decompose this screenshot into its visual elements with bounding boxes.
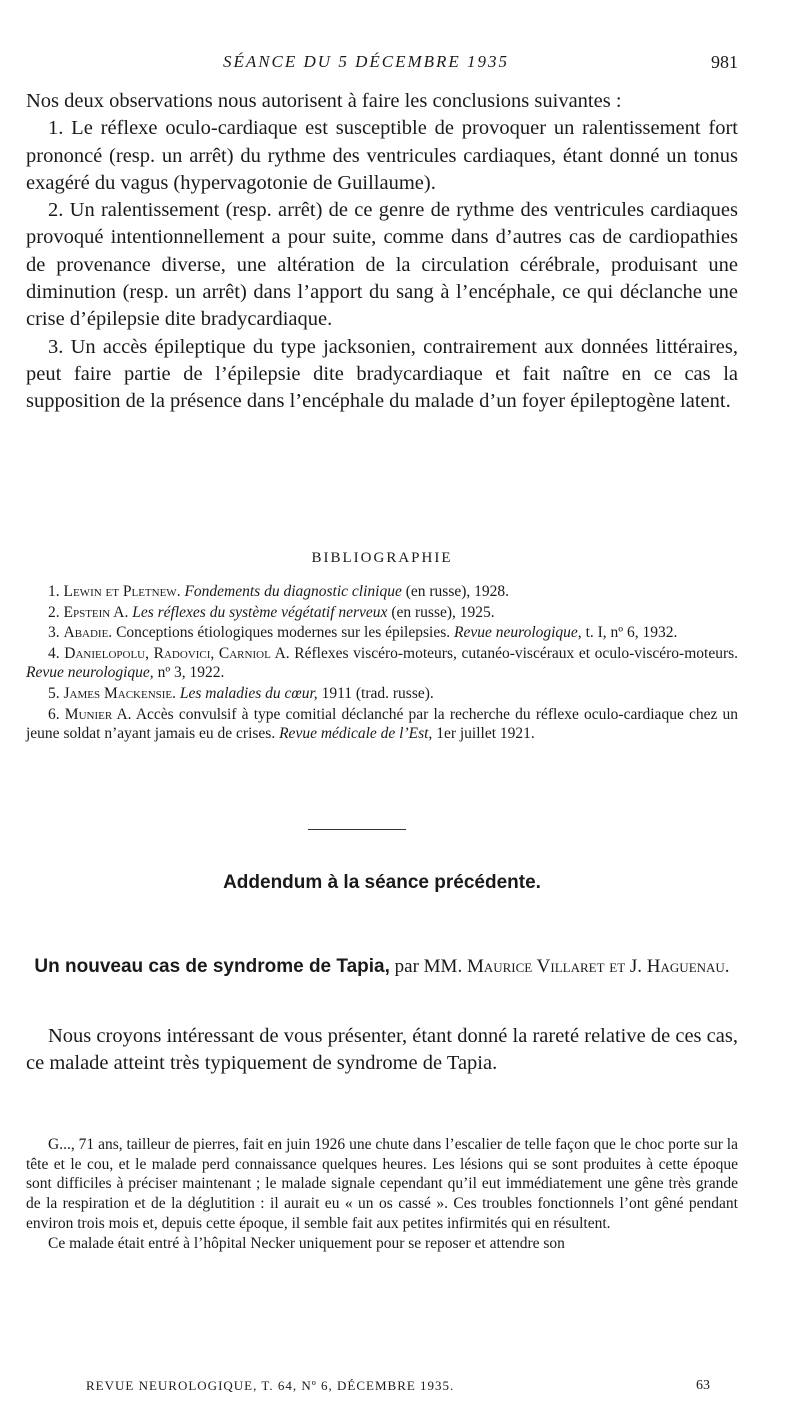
article-byline-prefix: par MM.: [394, 956, 463, 977]
case-paragraph-1: G..., 71 ans, tailleur de pierres, fait en juin 1926 une chute dans l’escalier de telle façon que le choc porte sur la tête et le cou, et le malade perd connaissance quelques heures. Les lésions qui se sont produites à cette époque sont difficiles à préciser maintenant ; le malade signale cependant qu’il eut immédiatement une gêne très grande de la respiration et de la déglutition : il aurait eu « un os cassé ». Ces troubles fonctionnels l’ont gêné pendant environ trois mois et, depuis cette époque, il semble fait aux petites infirmités qui en résultent.: [26, 1136, 738, 1232]
article-title-text: Un nouveau cas de syndrome de Tapia,: [34, 956, 390, 977]
conclusions-section: [26, 88, 738, 416]
bibliography-list: [26, 582, 738, 745]
page: [26, 0, 738, 1407]
ref-title: Les maladies du cœur,: [179, 684, 318, 702]
bibliography-entry: [26, 644, 738, 683]
bibliography-title: BIBLIOGRAPHIE: [311, 550, 453, 566]
ref-article-title: Conceptions étiologiques modernes sur les épilepsies.: [116, 624, 451, 642]
case-paragraph-2: Ce malade était entré à l’hôpital Necker uniquement pour se reposer et attendre son: [48, 1234, 565, 1252]
ref-title: Fondements du diagnostic clinique: [184, 583, 402, 600]
article-title: [26, 954, 738, 980]
signature-mark: 63: [696, 1378, 710, 1393]
conclusions-intro: Nos deux observations nous autorisent à faire les conclusions suivantes :: [26, 90, 622, 112]
ref-authors: Epstein A.: [63, 603, 129, 621]
ref-number: 5.: [48, 684, 60, 702]
ref-number: 6.: [48, 705, 60, 723]
ref-title: Les réflexes du système végétatif nerveux: [132, 603, 388, 621]
ref-number: 2.: [48, 603, 60, 621]
bibliography-entry: [26, 705, 738, 744]
ref-details: 1er juillet 1921.: [436, 725, 535, 743]
ref-details: 1911 (trad. russe).: [321, 684, 434, 702]
page-footer: [26, 1378, 738, 1398]
bibliography-entry: [26, 582, 738, 602]
ref-title: Revue neurologique,: [454, 624, 582, 642]
ref-details: (en russe), 1928.: [405, 583, 510, 600]
addendum-heading: Addendum à la séance précédente.: [223, 872, 541, 893]
page-header: [26, 52, 738, 76]
ref-authors: Munier A.: [64, 705, 132, 723]
conclusion-item-1: 1. Le réflexe oculo-cardiaque est susceptible de provoquer un ralentissement fort prononcé (resp. un arrêt) du rythme des ventricules cardiaques, étant donné un tonus exagéré du vagus (hypervagotonie de Guillaume).: [26, 117, 738, 194]
case-report: [26, 1135, 738, 1253]
ref-authors: Danielopolu, Radovici, Carniol A.: [64, 644, 290, 662]
bibliography-entry: [26, 684, 738, 704]
ref-details: t. I, nº 6, 1932.: [585, 624, 678, 642]
conclusion-item-2: 2. Un ralentissement (resp. arrêt) de ce genre de rythme des ventricules cardiaques provoqué intentionnellement a pour suite, comme dans d’autres cas de cardiopathies de provenance diverse, une altération de la circulation cérébrale, produisant une diminution (resp. un arrêt) dans l’apport du sang à l’encéphale, ce qui déclanche une crise d’épilepsie dite bradycardiaque.: [26, 199, 738, 331]
running-head: SÉANCE DU 5 DÉCEMBRE 1935: [222, 52, 510, 71]
ref-article-title: Accès convulsif à type comitial déclanché par la recherche du réflexe oculo-cardiaque chez un jeune soldat n’ayant jamais eu de crises.: [26, 705, 738, 743]
ref-details: nº 3, 1922.: [157, 664, 225, 682]
page-number: 981: [711, 52, 738, 72]
ref-number: 1.: [48, 583, 60, 600]
ref-title: Revue médicale de l’Est,: [279, 725, 433, 743]
ref-authors: James Mackensie.: [63, 684, 177, 702]
ref-title: Revue neurologique,: [26, 664, 154, 682]
article-authors: Maurice Villaret et J. Haguenau.: [466, 956, 730, 977]
ref-authors: Lewin et Pletnew.: [63, 583, 181, 600]
ref-details: (en russe), 1925.: [391, 603, 495, 621]
bibliography-entry: [26, 623, 738, 643]
ref-number: 4.: [48, 644, 60, 662]
section-divider: [308, 829, 406, 830]
journal-footer: REVUE NEUROLOGIQUE, T. 64, Nº 6, DÉCEMBRE 1935.: [86, 1378, 455, 1393]
intro-paragraph: Nous croyons intéressant de vous présenter, étant donné la rareté relative de ces cas, ce malade atteint très typiquement de syndrome de Tapia.: [26, 1025, 738, 1075]
ref-article-title: Réflexes viscéro-moteurs, cutanéo-viscéraux et oculo-viscéro-moteurs.: [294, 644, 739, 662]
ref-number: 3.: [48, 624, 60, 642]
bibliography-entry: [26, 603, 738, 623]
ref-authors: Abadie.: [63, 624, 113, 642]
article-intro: [26, 1023, 738, 1078]
conclusion-item-3: 3. Un accès épileptique du type jacksonien, contrairement aux données littéraires, peut faire partie de l’épilepsie dite bradycardiaque et fait naître en ce cas la supposition de la présence dans l’encéphale du malade d’un foyer épileptogène latent.: [26, 335, 738, 413]
